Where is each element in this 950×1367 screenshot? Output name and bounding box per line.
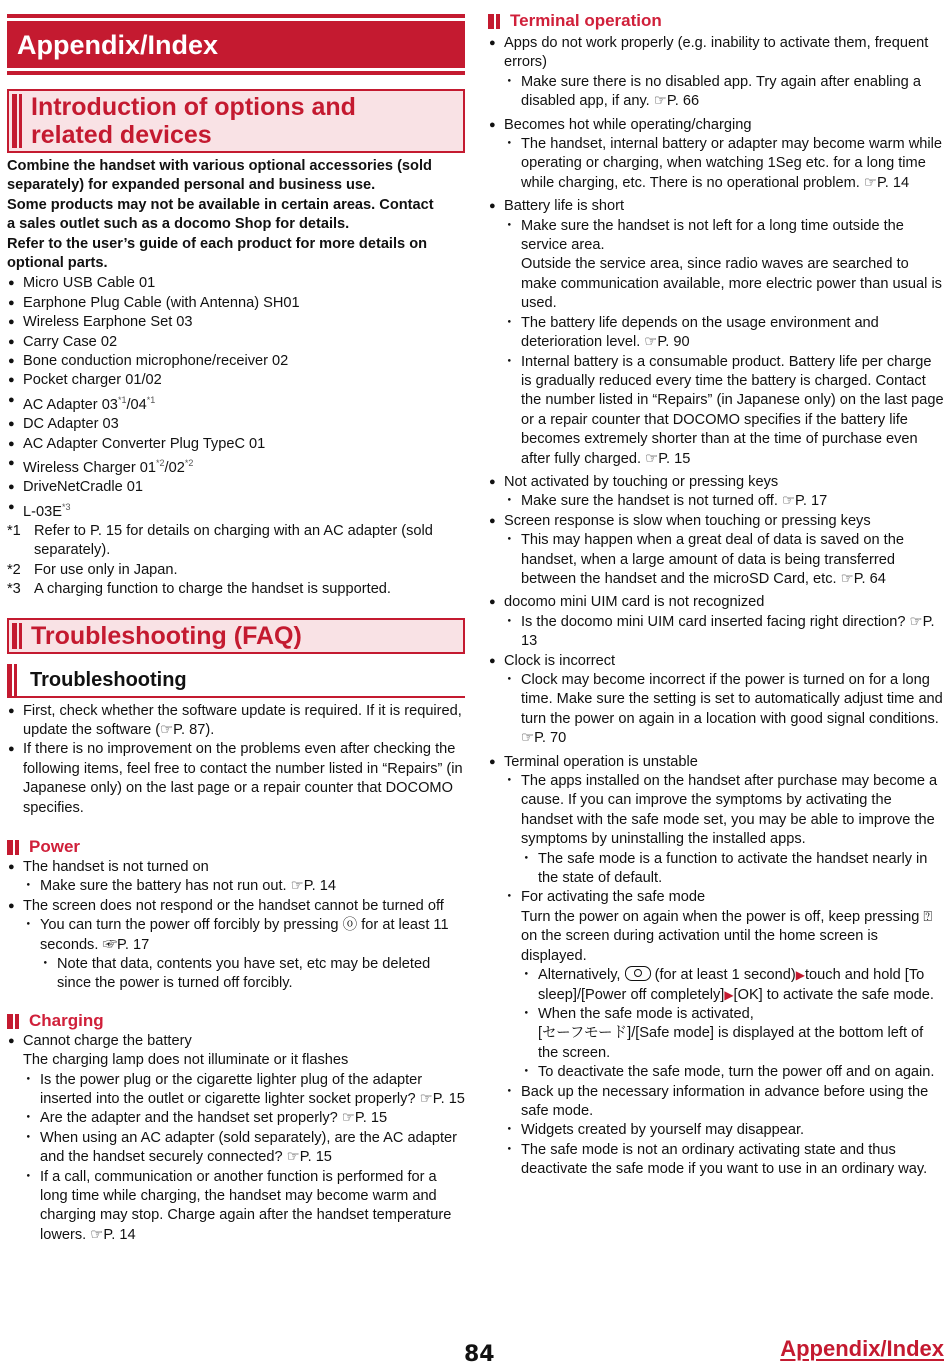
charging-section: [7, 1032, 465, 1245]
list-item: ・ The safe mode is not an ordinary activating state and thus deactivate the safe mode if you want to use in an ordinary way.: [488, 1141, 945, 1180]
list-item: ● The screen does not respond or the handset cannot be turned off: [7, 897, 465, 916]
list-item: ・ Are the adapter and the handset set properly? ☞P. 15: [7, 1109, 465, 1128]
list-item: ・ Clock may become incorrect if the power is turned on for a long time. Make sure the setting is set to automatically adjust time and turn the power on again in a location with good signal conditions. ☞P. 70: [488, 671, 945, 749]
list-item: ● Becomes hot while operating/charging: [488, 116, 945, 135]
footnote: *1 Refer to P. 15 for details on charging with an AC adapter (sold separately).: [7, 522, 433, 559]
faq-intro: [7, 702, 465, 818]
list-item: The charging lamp does not illuminate or it flashes: [23, 1052, 349, 1069]
intro-line: separately) for expanded personal and business use.: [7, 177, 376, 194]
list-item: ● Terminal operation is unstable: [488, 753, 945, 772]
arrow-right-icon: ▶: [724, 987, 734, 1002]
list-item: ・ Make sure the battery has not run out. ☞P. 14: [7, 877, 465, 896]
left-column: [7, 0, 465, 1245]
list-item: ・ Make sure the handset is not turned off. ☞P. 17: [488, 492, 945, 511]
list-item: ・ This may happen when a great deal of data is saved on the handset, when a large amount of data is being transferred between the handset and the microSD Card, etc. ☞P. 64: [488, 531, 945, 589]
list-item: ● AC Adapter Converter Plug TypeC 01: [7, 435, 465, 454]
charging-heading: Charging: [7, 1010, 465, 1032]
list-item: ・ For activating the safe mode: [488, 888, 945, 907]
faq-heading-text: Troubleshooting (FAQ): [31, 621, 302, 650]
page-title: Appendix/Index: [7, 21, 465, 68]
list-item: ・ Is the docomo mini UIM card inserted facing right direction? ☞P. 13: [488, 613, 945, 652]
list-item: ・ Internal battery is a consumable product. Battery life per charge is gradually reduced every time the battery is charged. Contact the number listed in “Repairs” (in Japanese only) on the last page or a repair counter that DOCOMO specifies if the battery life becomes extremely shorter than at the time of purchase even after fully charged. ☞P. 15: [488, 353, 945, 469]
arrow-right-icon: ▶: [795, 968, 805, 983]
list-item: ● Battery life is short: [488, 197, 945, 216]
options-heading-line2: related devices: [31, 121, 212, 149]
list-item: ・ When using an AC adapter (sold separately), are the AC adapter and the handset securely connected? ☞P. 15: [7, 1129, 465, 1168]
list-item: ● DC Adapter 03: [7, 415, 465, 434]
options-heading-line1: Introduction of options and: [31, 93, 356, 121]
power-heading: Power: [7, 836, 465, 858]
intro-line: Refer to the user’s guide of each product for more details on: [7, 235, 428, 252]
list-item: ● Wireless Earphone Set 03: [7, 313, 465, 332]
intro-line: Combine the handset with various optional accessories (sold: [7, 158, 432, 174]
list-item: ● Screen response is slow when touching or pressing keys: [488, 512, 945, 531]
list-item: ・ Alternatively, (for at least 1 second)▶touch and hold [To sleep]/[Power off completely]▶[OK] to activate the safe mode.: [488, 966, 945, 1005]
list-item: ● Not activated by touching or pressing keys: [488, 473, 945, 492]
list-item: ・ Note that data, contents you have set, etc may be deleted since the power is turned off forcibly.: [7, 955, 465, 994]
list-item: [セーフモード]/[Safe mode] is displayed at the bottom left of the screen.: [538, 1025, 924, 1061]
list-item: ● Cannot charge the battery: [7, 1032, 465, 1051]
power-section: [7, 858, 465, 994]
list-item: ● docomo mini UIM card is not recognized: [488, 593, 945, 612]
list-item: ・ Is the power plug or the cigarette lighter plug of the adapter inserted into the outlet or cigarette lighter socket properly? ☞P. 15: [7, 1071, 465, 1110]
list-item: ● DriveNetCradle 01: [7, 478, 465, 497]
footnote: *3 A charging function to charge the handset is supported.: [7, 581, 391, 598]
right-column: [488, 10, 945, 1180]
list-item: ・ Back up the necessary information in advance before using the safe mode.: [488, 1083, 945, 1122]
list-item: ● Apps do not work properly (e.g. inability to activate them, frequent errors): [488, 34, 945, 73]
options-heading: [7, 89, 465, 153]
options-intro: [7, 157, 465, 273]
intro-line: a sales outlet such as a docomo Shop for details.: [7, 216, 350, 233]
footnote: *2 For use only in Japan.: [7, 561, 178, 578]
list-item: ・ If a call, communication or another function is performed for a long time while charging, the handset may become warm and charging may stop. Charge again after the handset temperature lowers. ☞P. 14: [7, 1168, 465, 1246]
power-key-icon: [625, 966, 651, 981]
list-item: ・ To deactivate the safe mode, turn the power off and on again.: [488, 1063, 945, 1082]
list-item: ・ You can turn the power off forcibly by pressing ⓞ for at least 11 seconds. ☞P. 17: [7, 916, 465, 955]
intro-line: Some products may not be available in certain areas. Contact: [7, 196, 434, 213]
troubleshooting-subheading: Troubleshooting: [7, 664, 465, 698]
list-item: ● Clock is incorrect: [488, 652, 945, 671]
list-item: ● The handset is not turned on: [7, 858, 465, 877]
list-item: ● $L-03E^{*3}$: [7, 498, 465, 522]
list-item: ● Earphone Plug Cable (with Antenna) SH01: [7, 294, 465, 313]
options-list: [7, 274, 465, 521]
list-item: ● If there is no improvement on the problems even after checking the following items, feel free to contact the number listed in “Repairs” (in Japanese only) on the last page or a repair counter that DOCOMO specifies.: [7, 740, 465, 818]
list-item: ・ Make sure the handset is not left for a long time outside the service area.: [488, 217, 945, 256]
faq-heading: [7, 618, 465, 654]
list-item: ● Pocket charger 01/02: [7, 371, 465, 390]
list-item: ・ Make sure there is no disabled app. Try again after enabling a disabled app, if any. ☞P. 66: [488, 73, 945, 112]
terminal-heading: Terminal operation: [488, 10, 945, 32]
list-item: Turn the power on again when the power is off, keep pressing ⍰ on the screen during activation until the home screen is displayed.: [521, 908, 933, 964]
footnotes: [7, 522, 465, 600]
list-item: ・ The apps installed on the handset after purchase may become a cause. If you can improve the symptoms by activating the handset with the safe mode set, you may be able to improve the symptoms by uninstalling the installed apps.: [488, 772, 945, 850]
list-item: ● AC Adapter 03$^{*1}$/04$^{*1}$: [7, 391, 465, 415]
list-item: ● Bone conduction microphone/receiver 02: [7, 352, 465, 371]
list-item: ・ The battery life depends on the usage environment and deterioration level. ☞P. 90: [488, 314, 945, 353]
intro-line: optional parts.: [7, 255, 108, 272]
list-item: ・ Widgets created by yourself may disappear.: [488, 1121, 945, 1140]
list-item: ・ The handset, internal battery or adapter may become warm while operating or charging, when watching 1Seg etc. for a long time while charging, etc. There is no operational problem. ☞P. 14: [488, 135, 945, 193]
list-item: ・ The safe mode is a function to activate the handset nearly in the state of default.: [488, 850, 945, 889]
list-item: ● Micro USB Cable 01: [7, 274, 465, 293]
list-item: ● Carry Case 02: [7, 333, 465, 352]
list-item: ・ When the safe mode is activated,: [488, 1005, 945, 1024]
list-item: ● First, check whether the software update is required. If it is required, update the software (☞P. 87).: [7, 702, 465, 741]
footer-section-link[interactable]: Appendix/Index: [780, 1336, 944, 1361]
page-header: [7, 14, 465, 75]
list-item: Outside the service area, since radio waves are searched to make communication available, more electric power than usual is used.: [521, 256, 942, 312]
page-number: 84: [464, 1342, 495, 1367]
list-item: ● Wireless Charger 01$^{*2}$/02$^{*2}$: [7, 454, 465, 478]
